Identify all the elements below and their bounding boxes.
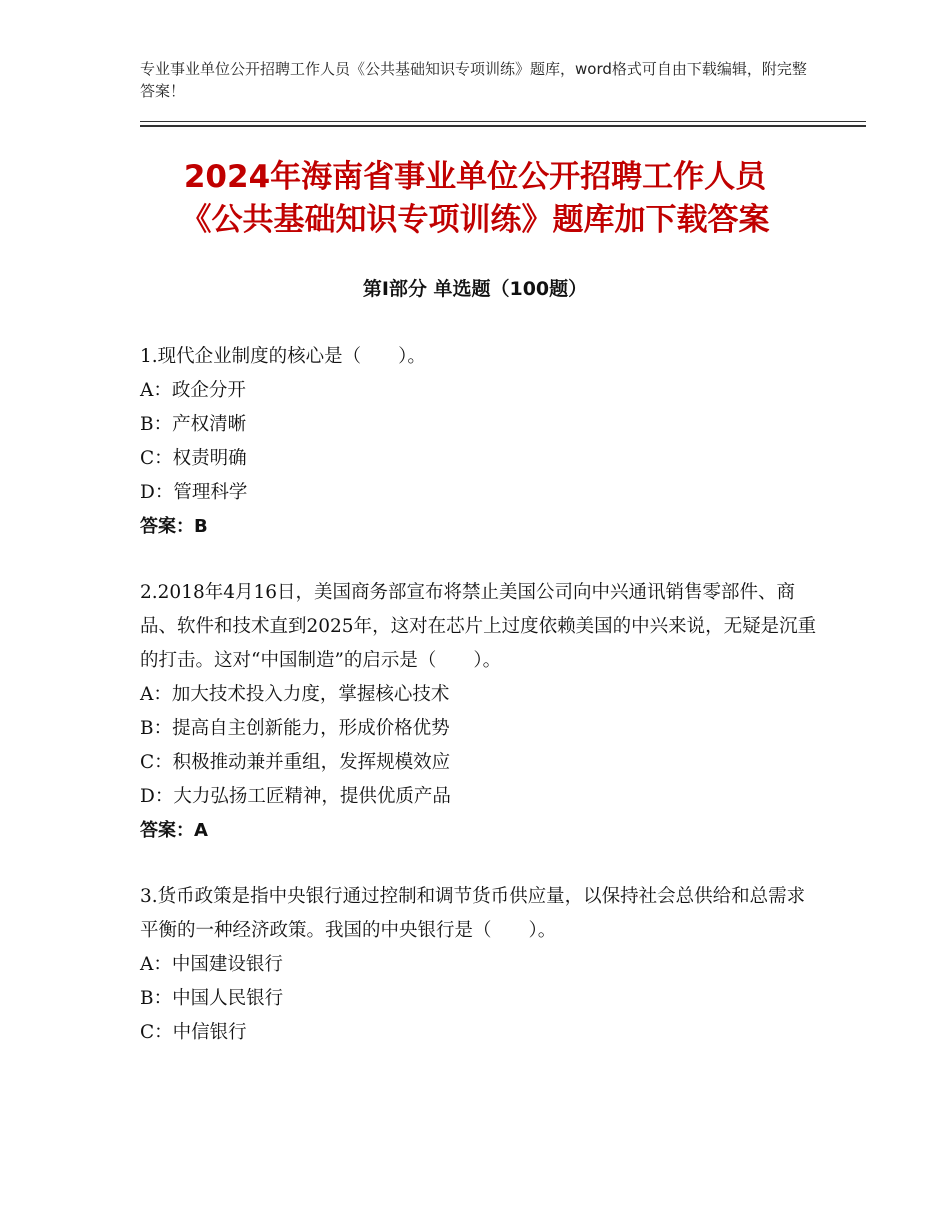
question-3 — [140, 880, 820, 1050]
document-title — [100, 156, 850, 242]
header-note: 专业事业单位公开招聘工作人员《公共基础知识专项训练》题库，word格式可自由下载编辑，附完整答案！ — [140, 60, 807, 100]
option-b: B：提高自主创新能力，形成价格优势 — [140, 718, 450, 739]
question-2 — [140, 576, 820, 848]
question-stem: 2.2018年4月16日，美国商务部宣布将禁止美国公司向中兴通讯销售零部件、商品、软件和技术直到2025年，这对在芯片上过度依赖美国的中兴来说，无疑是沉重的打击。这对“中国制造”的启示是（ ）。 — [140, 582, 817, 671]
option-a: A：政企分开 — [140, 380, 246, 401]
section-heading: 第Ⅰ部分 单选题（100题） — [362, 278, 588, 300]
header-divider-thin — [140, 121, 866, 122]
option-b: B：中国人民银行 — [140, 988, 284, 1009]
option-c: C：积极推动兼并重组，发挥规模效应 — [140, 752, 451, 773]
question-stem: 1.现代企业制度的核心是（ ）。 — [140, 346, 426, 367]
answer-label: 答案：B — [140, 516, 208, 537]
option-d: D：管理科学 — [140, 482, 248, 503]
option-a: A：加大技术投入力度，掌握核心技术 — [140, 684, 450, 705]
option-c: C：权责明确 — [140, 448, 247, 469]
answer-label: 答案：A — [140, 820, 208, 841]
header-divider-thick — [140, 125, 866, 127]
question-stem: 3.货币政策是指中央银行通过控制和调节货币供应量，以保持社会总供给和总需求平衡的一种经济政策。我国的中央银行是（ ）。 — [140, 886, 806, 941]
option-a: A：中国建设银行 — [140, 954, 283, 975]
document-title-line-2: 《公共基础知识专项训练》题库加下载答案 — [180, 202, 770, 238]
option-c: C：中信银行 — [140, 1022, 247, 1043]
question-list — [140, 340, 820, 1082]
document-title-line-1: 2024年海南省事业单位公开招聘工作人员 — [183, 159, 767, 195]
option-b: B：产权清晰 — [140, 414, 247, 435]
question-1 — [140, 340, 820, 544]
option-d: D：大力弘扬工匠精神，提供优质产品 — [140, 786, 451, 807]
